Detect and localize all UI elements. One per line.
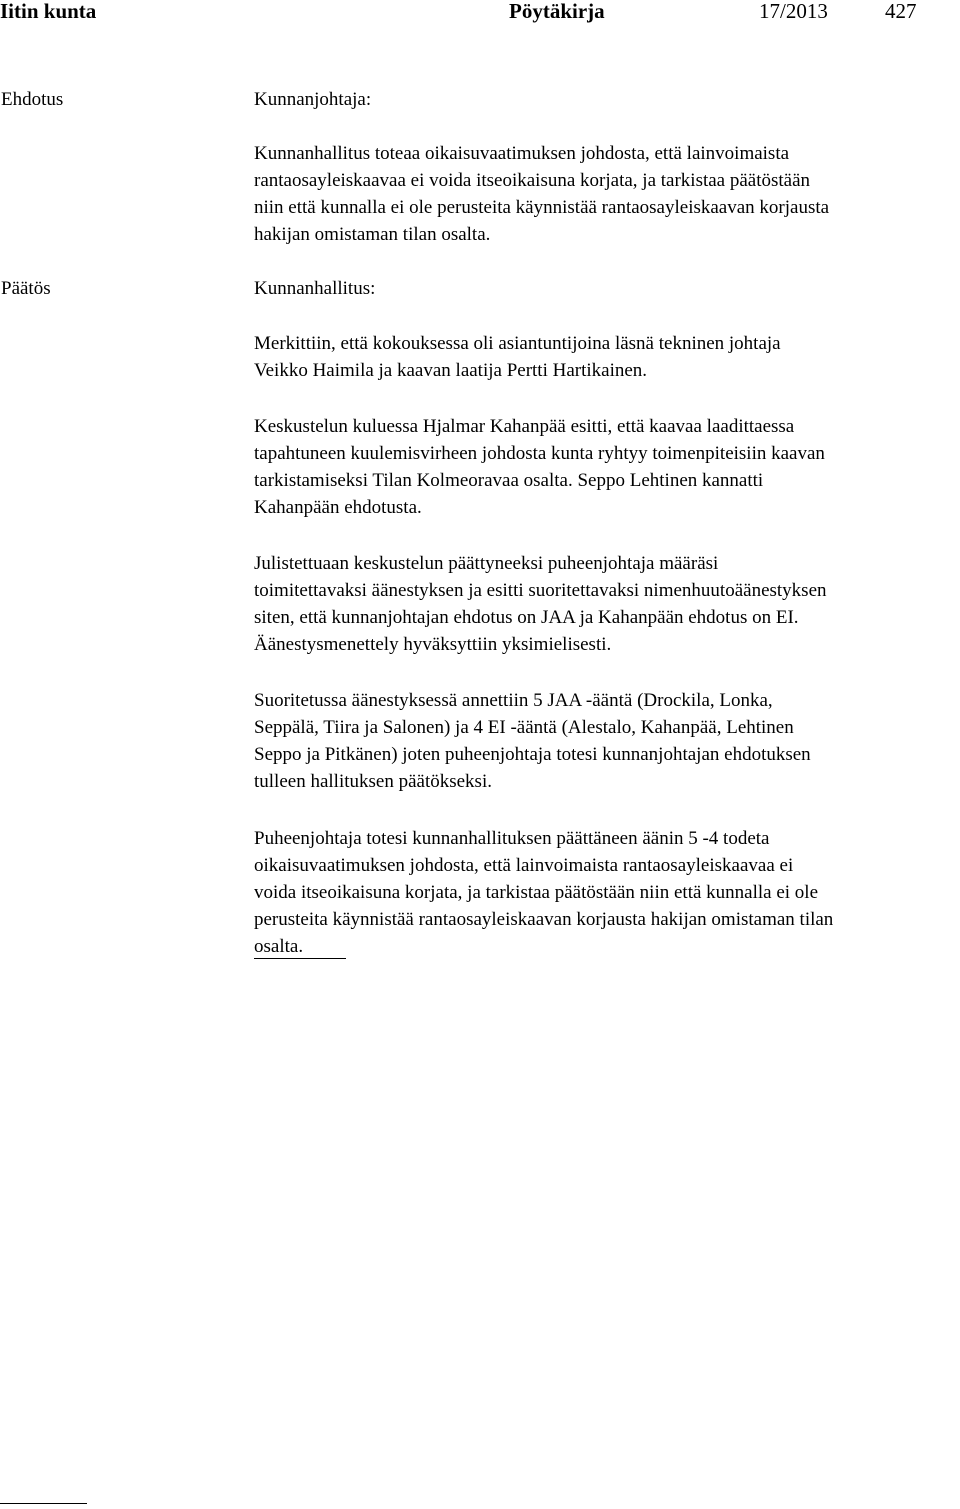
text-line: hakijan omistaman tilan osalta.: [254, 224, 491, 245]
text-line: Veikko Haimila ja kaavan laatija Pertti Hartikainen.: [254, 360, 648, 381]
text-line: voida itseoikaisuna korjata, ja tarkistaa päätöstään niin että kunnalla ei ole: [254, 882, 818, 903]
text-line: tulleen hallituksen päätökseksi.: [254, 771, 492, 792]
text-line: niin että kunnalla ei ole perusteita käynnistää rantaosayleiskaavan korjausta: [254, 197, 830, 218]
municipality-name: Iitin kunta: [0, 0, 97, 23]
section-end-rule: [254, 958, 346, 959]
decision-paragraph-vote-procedure: [254, 550, 960, 658]
text-line: osalta.: [254, 936, 304, 957]
text-line: tapahtuneen kuulemisvirheen johdosta kunta ryhtyy toimenpiteisiin kaavan: [254, 443, 825, 464]
document-type: Pöytäkirja: [509, 0, 605, 23]
text-line: rantaosayleiskaavaa ei voida itseoikaisuna korjata, ja tarkistaa päätöstään: [254, 170, 811, 191]
decision-paragraph-attendance: [254, 330, 960, 384]
text-line: perusteita käynnistää rantaosayleiskaavan korjausta hakijan omistaman tilan: [254, 909, 834, 930]
text-line: Merkittiin, että kokouksessa oli asiantuntijoina läsnä tekninen johtaja: [254, 333, 781, 354]
text-line: Julistettuaan keskustelun päättyneeksi puheenjohtaja määräsi: [254, 553, 719, 574]
text-line: tarkistamiseksi Tilan Kolmeoravaa osalta. Seppo Lehtinen kannatti: [254, 470, 764, 491]
page-number: 427: [885, 0, 917, 23]
proposal-label: Ehdotus: [1, 89, 64, 110]
text-line: Kahanpään ehdotusta.: [254, 497, 422, 518]
decision-paragraph-vote-result: [254, 687, 960, 795]
text-line: Seppo ja Pitkänen) joten puheenjohtaja totesi kunnanjohtajan ehdotuksen: [254, 744, 811, 765]
proposal-speaker: Kunnanjohtaja:: [254, 89, 372, 110]
proposal-text: [254, 140, 960, 248]
text-line: Puheenjohtaja totesi kunnanhallituksen päättäneen äänin 5 -4 todeta: [254, 828, 770, 849]
meeting-number: 17/2013: [759, 0, 828, 23]
text-line: Äänestysmenettely hyväksyttiin yksimielisesti.: [254, 634, 612, 655]
text-line: Kunnanhallitus toteaa oikaisuvaatimuksen johdosta, että lainvoimaista: [254, 143, 790, 164]
footer-rule: [0, 1503, 87, 1504]
text-line: toimitettavaksi äänestyksen ja esitti suoritettavaksi nimenhuutoäänestyksen: [254, 580, 827, 601]
text-line: Keskustelun kuluessa Hjalmar Kahanpää esitti, että kaavaa laadittaessa: [254, 416, 795, 437]
text-line: Suoritetussa äänestyksessä annettiin 5 JAA -ääntä (Drockila, Lonka,: [254, 690, 773, 711]
text-line: siten, että kunnanjohtajan ehdotus on JAA ja Kahanpään ehdotus on EI.: [254, 607, 799, 628]
decision-speaker: Kunnanhallitus:: [254, 278, 376, 299]
text-line: oikaisuvaatimuksen johdosta, että lainvoimaista rantaosayleiskaavaa ei: [254, 855, 794, 876]
decision-paragraph-conclusion: [254, 825, 960, 960]
decision-label: Päätös: [1, 278, 51, 299]
decision-paragraph-discussion: [254, 413, 960, 521]
text-line: Seppälä, Tiira ja Salonen) ja 4 EI -ääntä (Alestalo, Kahanpää, Lehtinen: [254, 717, 794, 738]
